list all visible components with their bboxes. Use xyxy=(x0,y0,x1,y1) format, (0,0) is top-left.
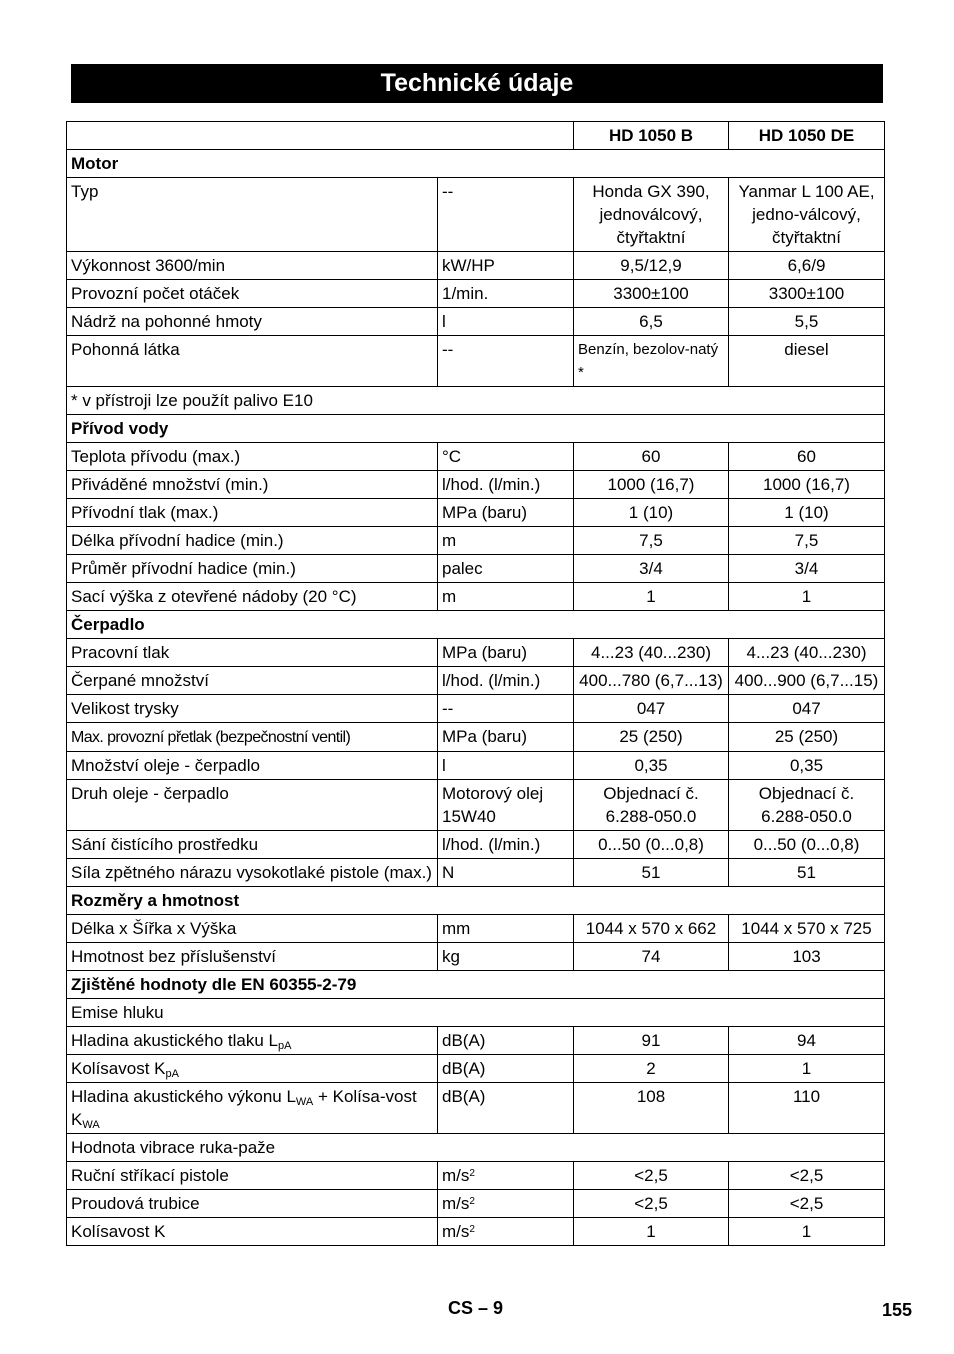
row-unit-text: 1/min. xyxy=(442,284,489,303)
section-title: Motor xyxy=(67,150,885,178)
row-value-model-1: 047 xyxy=(574,695,729,723)
row-value-model-1: 1 (10) xyxy=(574,499,729,527)
row-label-text: Čerpané množství xyxy=(71,671,209,690)
row-value-model-2: 110 xyxy=(729,1083,885,1134)
row-label xyxy=(67,443,438,471)
row-value-model-2: 1 xyxy=(729,1055,885,1083)
row-label xyxy=(67,1190,438,1218)
row-unit xyxy=(438,780,574,831)
row-unit xyxy=(438,178,574,252)
row-label-text: Přiváděné množství (min.) xyxy=(71,475,269,494)
row-label-text: Pohonná látka xyxy=(71,340,180,359)
row-label xyxy=(67,1218,438,1246)
row-label xyxy=(67,831,438,859)
row-unit-superscript: 2 xyxy=(469,1196,475,1207)
row-unit xyxy=(438,639,574,667)
row-unit xyxy=(438,252,574,280)
spec-table-body xyxy=(67,122,885,1246)
row-value-model-2: Yanmar L 100 AE, jedno-válcový, čtyřtaktní xyxy=(729,178,885,252)
row-value-model-1: 91 xyxy=(574,1027,729,1055)
row-unit-text: kg xyxy=(442,947,460,966)
row-unit-text: l/hod. (l/min.) xyxy=(442,835,541,854)
section-title: Zjištěné hodnoty dle EN 60355-2-79 xyxy=(67,971,885,999)
table-row xyxy=(67,1027,885,1055)
section-row xyxy=(67,887,885,915)
row-label xyxy=(67,336,438,387)
row-label-text: Hladina akustického tlaku L xyxy=(71,1031,278,1050)
table-row xyxy=(67,471,885,499)
row-unit xyxy=(438,308,574,336)
row-label-text: Ruční stříkací pistole xyxy=(71,1166,229,1185)
row-unit xyxy=(438,443,574,471)
row-unit xyxy=(438,1027,574,1055)
row-value-model-1: 3/4 xyxy=(574,555,729,583)
row-label-text: Nádrž na pohonné hmoty xyxy=(71,312,262,331)
row-unit xyxy=(438,723,574,752)
row-value-model-1: 1000 (16,7) xyxy=(574,471,729,499)
table-row xyxy=(67,527,885,555)
row-unit-text: mm xyxy=(442,919,471,938)
row-unit xyxy=(438,1162,574,1190)
row-unit-text: m/s xyxy=(442,1194,470,1213)
row-unit-text: dB(A) xyxy=(442,1059,486,1078)
row-unit-text: kW/HP xyxy=(442,256,495,275)
table-row xyxy=(67,336,885,387)
row-label xyxy=(67,780,438,831)
row-unit xyxy=(438,831,574,859)
row-value-model-2: Objednací č. 6.288-050.0 xyxy=(729,780,885,831)
row-unit-text: MPa (baru) xyxy=(442,503,528,522)
row-label-tail: + Kolísa-vost K xyxy=(71,1087,417,1129)
row-value-model-2: 400...900 (6,7...15) xyxy=(729,667,885,695)
row-label xyxy=(67,1083,438,1134)
row-unit xyxy=(438,1055,574,1083)
row-unit xyxy=(438,527,574,555)
row-label xyxy=(67,1162,438,1190)
row-label xyxy=(67,471,438,499)
row-unit xyxy=(438,471,574,499)
row-label-text: Síla zpětného nárazu vysokotlaké pistole (max.) xyxy=(71,863,432,882)
row-label-text: Množství oleje - čerpadlo xyxy=(71,756,260,775)
table-row xyxy=(67,831,885,859)
row-label-text: Průměr přívodní hadice (min.) xyxy=(71,559,296,578)
row-label xyxy=(67,723,438,752)
row-value-model-2: 1000 (16,7) xyxy=(729,471,885,499)
page-title: Technické údaje xyxy=(71,64,883,103)
table-row xyxy=(67,555,885,583)
row-value-model-1: 9,5/12,9 xyxy=(574,252,729,280)
row-label-text: Hmotnost bez příslušenství xyxy=(71,947,277,966)
row-value-model-2: <2,5 xyxy=(729,1162,885,1190)
row-unit-text: dB(A) xyxy=(442,1087,486,1106)
row-label xyxy=(67,1027,438,1055)
table-row xyxy=(67,252,885,280)
row-label-text: Sací výška z otevřené nádoby (20 °C) xyxy=(71,587,357,606)
row-value-model-2: 047 xyxy=(729,695,885,723)
row-label-text: Max. provozní přetlak (bezpečnostní ventil) xyxy=(71,729,351,746)
table-row xyxy=(67,752,885,780)
table-row xyxy=(67,667,885,695)
row-label-text: Délka x Šířka x Výška xyxy=(71,919,237,938)
section-row xyxy=(67,611,885,639)
row-label xyxy=(67,252,438,280)
table-row xyxy=(67,280,885,308)
row-unit-superscript: 2 xyxy=(469,1224,475,1235)
row-unit xyxy=(438,943,574,971)
spec-table xyxy=(66,121,885,1246)
row-value-model-1: <2,5 xyxy=(574,1190,729,1218)
row-label-subscript: WA xyxy=(295,1096,314,1108)
row-unit-text: Motorový olej 15W40 xyxy=(442,784,544,826)
row-label-text: Kolísavost K xyxy=(71,1222,166,1241)
row-value-model-1: 2 xyxy=(574,1055,729,1083)
row-value-model-1: 6,5 xyxy=(574,308,729,336)
row-value-model-2: 25 (250) xyxy=(729,723,885,752)
row-value-model-1: 0...50 (0...0,8) xyxy=(574,831,729,859)
row-value-model-2: 5,5 xyxy=(729,308,885,336)
row-value-model-1: 1 xyxy=(574,1218,729,1246)
row-unit-text: -- xyxy=(442,340,454,359)
note-row xyxy=(67,999,885,1027)
row-value-model-2: 3/4 xyxy=(729,555,885,583)
row-unit-text: l xyxy=(442,756,446,775)
row-unit-text: l/hod. (l/min.) xyxy=(442,671,541,690)
row-unit-text: -- xyxy=(442,699,454,718)
section-row xyxy=(67,415,885,443)
row-unit-text: MPa (baru) xyxy=(442,643,528,662)
row-value-model-2: 94 xyxy=(729,1027,885,1055)
row-unit xyxy=(438,915,574,943)
row-label xyxy=(67,178,438,252)
row-unit-text: m xyxy=(442,531,457,550)
header-model-2: HD 1050 DE xyxy=(729,122,885,150)
table-row xyxy=(67,308,885,336)
row-unit-text: m xyxy=(442,587,457,606)
header-blank-cell xyxy=(67,122,574,150)
row-label-text: Sání čistícího prostředku xyxy=(71,835,259,854)
table-header-row xyxy=(67,122,885,150)
row-label-text: Pracovní tlak xyxy=(71,643,170,662)
section-row xyxy=(67,150,885,178)
row-label-text: Typ xyxy=(71,182,99,201)
row-label-text: Proudová trubice xyxy=(71,1194,200,1213)
row-value-model-1: 51 xyxy=(574,859,729,887)
row-value-model-1: 74 xyxy=(574,943,729,971)
row-value-model-1: 400...780 (6,7...13) xyxy=(574,667,729,695)
row-value-model-1: 1 xyxy=(574,583,729,611)
row-label-subscript-2: WA xyxy=(82,1119,100,1131)
row-value-model-1: 108 xyxy=(574,1083,729,1134)
table-row xyxy=(67,915,885,943)
row-value-model-1: Benzín, bezolov-natý * xyxy=(574,336,729,387)
row-unit-text: m/s xyxy=(442,1222,470,1241)
row-unit-text: dB(A) xyxy=(442,1031,486,1050)
footer-section-code: CS – 9 xyxy=(448,1298,504,1318)
row-value-model-1: <2,5 xyxy=(574,1162,729,1190)
row-unit xyxy=(438,859,574,887)
table-row xyxy=(67,1190,885,1218)
row-label xyxy=(67,695,438,723)
row-value-model-2: 1 (10) xyxy=(729,499,885,527)
row-value-model-2: 60 xyxy=(729,443,885,471)
row-label xyxy=(67,667,438,695)
row-unit xyxy=(438,280,574,308)
row-value-model-1: 4...23 (40...230) xyxy=(574,639,729,667)
note-row xyxy=(67,387,885,415)
table-row xyxy=(67,859,885,887)
row-value-model-2: diesel xyxy=(729,336,885,387)
row-unit-text: MPa (baru) xyxy=(442,727,528,746)
header-model-1: HD 1050 B xyxy=(574,122,729,150)
table-row xyxy=(67,499,885,527)
row-unit-text: l/hod. (l/min.) xyxy=(442,475,541,494)
section-title: Rozměry a hmotnost xyxy=(67,887,885,915)
row-unit xyxy=(438,1190,574,1218)
table-row xyxy=(67,178,885,252)
row-label xyxy=(67,280,438,308)
section-row xyxy=(67,971,885,999)
row-label xyxy=(67,555,438,583)
row-label xyxy=(67,943,438,971)
row-value-model-2: 0...50 (0...0,8) xyxy=(729,831,885,859)
row-unit-text: °C xyxy=(442,447,462,466)
row-value-model-2: 3300±100 xyxy=(729,280,885,308)
table-row xyxy=(67,1083,885,1134)
row-label-text: Přívodní tlak (max.) xyxy=(71,503,219,522)
row-label xyxy=(67,308,438,336)
row-value-model-2: 1044 x 570 x 725 xyxy=(729,915,885,943)
table-row xyxy=(67,1055,885,1083)
row-unit xyxy=(438,1218,574,1246)
row-value-model-2: 1 xyxy=(729,1218,885,1246)
row-label xyxy=(67,915,438,943)
note-row xyxy=(67,1134,885,1162)
row-value-model-1: 1044 x 570 x 662 xyxy=(574,915,729,943)
row-unit xyxy=(438,583,574,611)
note-text: * v přístroji lze použít palivo E10 xyxy=(67,387,885,415)
row-label-subscript: pA xyxy=(277,1040,292,1052)
row-label-subscript: pA xyxy=(165,1068,179,1080)
table-row xyxy=(67,443,885,471)
row-label xyxy=(67,499,438,527)
row-unit xyxy=(438,499,574,527)
row-value-model-2: 6,6/9 xyxy=(729,252,885,280)
table-row xyxy=(67,695,885,723)
row-value-model-1: Objednací č. 6.288-050.0 xyxy=(574,780,729,831)
row-unit-text: -- xyxy=(442,182,454,201)
table-row xyxy=(67,1218,885,1246)
row-value-model-2: 103 xyxy=(729,943,885,971)
row-unit xyxy=(438,1083,574,1134)
row-label xyxy=(67,583,438,611)
row-unit xyxy=(438,752,574,780)
row-value-model-1: Honda GX 390, jednoválcový, čtyřtaktní xyxy=(574,178,729,252)
note-text: Emise hluku xyxy=(67,999,885,1027)
row-value-model-1: 0,35 xyxy=(574,752,729,780)
page-number: 155 xyxy=(881,1300,912,1320)
row-unit-text: N xyxy=(442,863,455,882)
row-label xyxy=(67,639,438,667)
row-label xyxy=(67,527,438,555)
row-label-text: Hladina akustického výkonu L xyxy=(71,1087,296,1106)
table-row xyxy=(67,583,885,611)
row-label-text: Teplota přívodu (max.) xyxy=(71,447,241,466)
table-row xyxy=(67,943,885,971)
row-label xyxy=(67,1055,438,1083)
row-unit xyxy=(438,555,574,583)
note-text: Hodnota vibrace ruka-paže xyxy=(67,1134,885,1162)
row-value-model-2: 7,5 xyxy=(729,527,885,555)
row-unit xyxy=(438,695,574,723)
row-value-model-1: 3300±100 xyxy=(574,280,729,308)
table-row xyxy=(67,1162,885,1190)
row-value-model-2: 0,35 xyxy=(729,752,885,780)
row-value-model-2: 51 xyxy=(729,859,885,887)
section-title: Přívod vody xyxy=(67,415,885,443)
row-value-model-2: 1 xyxy=(729,583,885,611)
row-unit xyxy=(438,336,574,387)
row-label-text: Druh oleje - čerpadlo xyxy=(71,784,229,803)
table-row xyxy=(67,723,885,752)
row-value-model-1: 60 xyxy=(574,443,729,471)
row-unit-text: m/s xyxy=(442,1166,470,1185)
row-label xyxy=(67,752,438,780)
row-label xyxy=(67,859,438,887)
row-label-text: Výkonnost 3600/min xyxy=(71,256,226,275)
row-label-text: Velikost trysky xyxy=(71,699,179,718)
section-title: Čerpadlo xyxy=(67,611,885,639)
row-value-model-2: 4...23 (40...230) xyxy=(729,639,885,667)
row-label-text: Kolísavost K xyxy=(71,1059,166,1078)
row-unit-text: l xyxy=(442,312,446,331)
table-row xyxy=(67,639,885,667)
row-value-model-1: 7,5 xyxy=(574,527,729,555)
table-row xyxy=(67,780,885,831)
row-unit xyxy=(438,667,574,695)
row-unit-text: palec xyxy=(442,559,483,578)
row-unit-superscript: 2 xyxy=(469,1168,475,1179)
row-value-model-1: 25 (250) xyxy=(574,723,729,752)
row-label-text: Provozní počet otáček xyxy=(71,284,240,303)
row-value-model-2: <2,5 xyxy=(729,1190,885,1218)
row-label-text: Délka přívodní hadice (min.) xyxy=(71,531,284,550)
